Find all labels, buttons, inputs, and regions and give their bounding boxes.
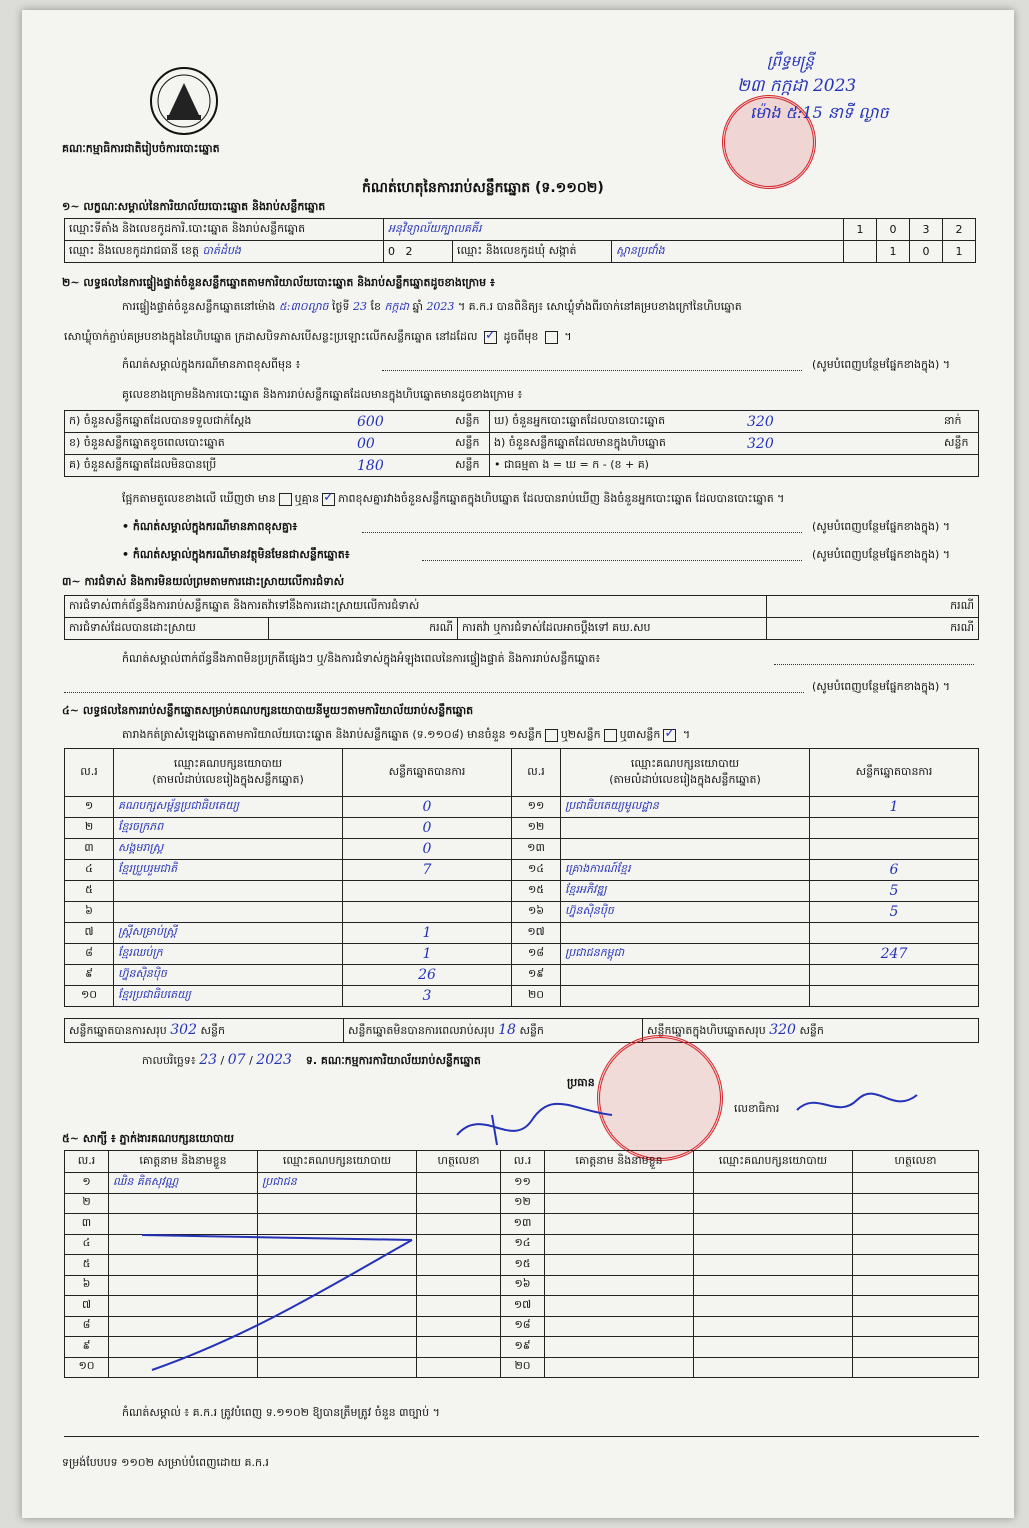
- appeal-label: ការតវ៉ា ឬការជំទាស់ដែលអាចប្តឹងទៅ គឃ.សប: [458, 618, 767, 640]
- date-line: កាលបរិច្ឆេទ៖ 23 / 07 / 2023 ទ. គណៈកម្មការការិយាល័យរាប់សន្លឹកឆ្នោត: [142, 1052, 481, 1068]
- row-no: ៣: [65, 1214, 109, 1235]
- row-no: ១៣: [512, 839, 561, 860]
- location-code-2: 0: [877, 219, 910, 241]
- table-row: [65, 986, 979, 1007]
- date-day: 23: [199, 1052, 218, 1068]
- party-name: ខ្មែរប្រួបរួមជាតិ: [114, 860, 343, 881]
- row-no: ១៨: [512, 944, 561, 965]
- row-no: ៥: [65, 881, 114, 902]
- witness-name: ឈិន គិតសុវណ្ណ: [109, 1173, 258, 1194]
- count-unit: សន្លឹក: [451, 433, 490, 455]
- row-no: ១៧: [501, 1296, 545, 1317]
- witness-note: កំណត់សម្គាល់ ៖ គ.ក.រ ត្រូវបំពេញ ទ.១១០២ ឱ្យបានត្រឹមត្រូវ ចំនួន ៣ច្បាប់ ។: [122, 1406, 440, 1419]
- total-valid-value: 302: [170, 1021, 197, 1038]
- verification-paragraph: ការផ្ទៀងផ្ទាត់ចំនួនសន្លឹកឆ្នោតនៅម៉ោង ៥:៣០ល្ងាច ថ្ងៃទី 23 ខែ កក្កដា ឆ្នាំ 2023 ។ គ.ក.រ បានពិនិត្យ៖ សោឃ្លុំទាំងពីរចាក់នៅគម្របខាងក្រៅនៃហិបឆ្នោត: [122, 300, 742, 313]
- witness-row: [65, 1173, 979, 1194]
- col-party: ឈ្មោះគណបក្សនយោបាយ (តាមលំដាប់លេខរៀងក្នុងសន្លឹកឆ្នោត): [114, 749, 343, 797]
- witness-name: [545, 1193, 694, 1214]
- w-col-party: ឈ្មោះគណបក្សនយោបាយ: [694, 1151, 853, 1173]
- party-name: [561, 818, 810, 839]
- table-row: [65, 797, 979, 818]
- row-no: ៩: [65, 1337, 109, 1358]
- row-no: ១០: [65, 1357, 109, 1378]
- witness-signature: [853, 1173, 979, 1194]
- party-name: ប្រជាធិបតេយ្យមូលដ្ឋាន: [561, 797, 810, 818]
- bullet-difference-line: [362, 532, 802, 533]
- count-unit: សន្លឹក: [451, 455, 490, 477]
- row-no: ១៦: [501, 1275, 545, 1296]
- bullet-objects: • កំណត់សម្គាល់ក្នុងករណីមានវត្ថុមិនមែនជាសន្លឹកឆ្នោត៖: [122, 548, 350, 561]
- document-page: [22, 10, 1014, 1518]
- count-unit: នាក់: [940, 411, 979, 433]
- row-no: ៧: [65, 923, 114, 944]
- party-name: គ្រោងការណ៍ខ្មែរ: [561, 860, 810, 881]
- seal-paragraph: សោឃ្លុំចាក់ភ្ជាប់គម្របខាងក្នុងនៃហិបឆ្នោត ក្រដាសបិទភាសបើសន្លះប្រឡោះលើកសន្លឹកឆ្នោត នៅដដែល ✓ ដូចពីមុខ ។: [64, 330, 984, 346]
- witness-party: [694, 1173, 853, 1194]
- table-row: [65, 923, 979, 944]
- witness-party: [694, 1193, 853, 1214]
- total-box-unit: សន្លឹក: [799, 1023, 824, 1037]
- row-no: ៦: [65, 1275, 109, 1296]
- witness-party: ប្រជាជន: [258, 1173, 417, 1194]
- witness-signature: [853, 1296, 979, 1317]
- party-name: [114, 881, 343, 902]
- no-difference-checkbox[interactable]: [322, 493, 335, 506]
- province-label: ឈ្មោះ និងលេខកូដរាជធានី ខេត្ត បាត់ដំបង: [65, 241, 384, 263]
- row-no: ៥: [65, 1255, 109, 1276]
- row-no: ១២: [501, 1193, 545, 1214]
- received-note: ព្រឹទ្ធមន្ត្រី: [767, 52, 815, 70]
- irregularity-note: កំណត់សម្គាល់ពាក់ព័ន្ធនឹងភាពមិនប្រក្រតីផ្សេងៗ ឬ/និងការជំទាស់ក្នុងអំឡុងពេលនៃការផ្ទៀងផ្ទាត់ និងការរាប់សន្លឹកឆ្នោត៖: [122, 652, 601, 665]
- vote-count: 1: [810, 797, 979, 818]
- difference-note-label: កំណត់សម្គាល់ក្នុងករណីមានភាពខុសពីមុន ៖: [122, 358, 301, 371]
- count-value: 320: [743, 433, 940, 455]
- w-col-no: ល.រ: [501, 1151, 545, 1173]
- commune-code-3: 1: [943, 241, 976, 263]
- witness-name: [545, 1234, 694, 1255]
- formula: • ជាធម្មតា ង = ឃ = ក - (ខ + គ): [490, 455, 979, 477]
- totals-row: [64, 1018, 979, 1043]
- count-table: [64, 410, 979, 477]
- location-table: [64, 218, 976, 263]
- witness-party: [694, 1214, 853, 1235]
- row-no: ១: [65, 1173, 109, 1194]
- commune-code-2: 0: [910, 241, 943, 263]
- row-no: ៣: [65, 839, 114, 860]
- vote-count: [810, 818, 979, 839]
- vote-count: 6: [810, 860, 979, 881]
- province-code: 0 2: [384, 241, 453, 263]
- witness-name: [545, 1357, 694, 1378]
- row-no: ១៩: [501, 1337, 545, 1358]
- count-value: 00: [353, 433, 451, 455]
- objection-table: [64, 595, 979, 640]
- witness-party: [694, 1337, 853, 1358]
- verify-time: ៥:៣០ល្ងាច: [278, 300, 329, 313]
- table-row: [65, 944, 979, 965]
- results-table: [64, 748, 979, 1007]
- footer-divider: [64, 1436, 979, 1437]
- vote-count: 7: [343, 860, 512, 881]
- secretary-signature: [792, 1085, 922, 1125]
- w-col-name: គោត្តនាម និងនាមខ្លួន: [545, 1151, 694, 1173]
- location-label: ឈ្មោះទីតាំង និងលេខកូដការិ.បោះឆ្នោត និងរាប់សន្លឹកឆ្នោត: [65, 219, 384, 241]
- vote-count: [810, 986, 979, 1007]
- objection-cases: ករណី: [767, 596, 979, 618]
- has-difference-checkbox[interactable]: [279, 493, 292, 506]
- document-title: កំណត់ហេតុនៃការរាប់សន្លឹកឆ្នោត (ទ.១១០២): [362, 180, 604, 196]
- count-label: គ) ចំនួនសន្លឹកឆ្នោតដែលមិនបានប្រើ: [65, 455, 354, 477]
- count-value: 600: [353, 411, 451, 433]
- committee-label: ទ. គណៈកម្មការការិយាល័យរាប់សន្លឹកឆ្នោត: [305, 1054, 481, 1067]
- vote-count: 5: [810, 902, 979, 923]
- vote-count: [810, 965, 979, 986]
- bullet-difference: • កំណត់សម្គាល់ក្នុងករណីមានភាពខុសគ្នា៖: [122, 520, 298, 533]
- row-no: ៩: [65, 965, 114, 986]
- row-no: ១២: [512, 818, 561, 839]
- witness-signature: [853, 1357, 979, 1378]
- witness-signature: [417, 1193, 501, 1214]
- total-valid-label: សន្លឹកឆ្នោតបានការសរុប: [69, 1023, 167, 1037]
- witness-name: [545, 1296, 694, 1317]
- row-no: ២០: [512, 986, 561, 1007]
- strike-through-line: [132, 1225, 462, 1385]
- w-col-no: ល.រ: [65, 1151, 109, 1173]
- vote-count: 0: [343, 839, 512, 860]
- witness-signature: [417, 1173, 501, 1194]
- witness-signature: [853, 1234, 979, 1255]
- table-row: [65, 839, 979, 860]
- row-no: ៨: [65, 944, 114, 965]
- party-name: ខ្មែរអភិវឌ្ឍ: [561, 881, 810, 902]
- row-no: ២: [65, 1193, 109, 1214]
- witness-name: [545, 1316, 694, 1337]
- row-no: ៨: [65, 1316, 109, 1337]
- section5-heading: ៥~ សាក្សី ៖ ភ្នាក់ងារគណបក្សនយោបាយ: [62, 1132, 235, 1145]
- witness-signature: [853, 1316, 979, 1337]
- list-intro: គូលេខខាងក្រោមនិងការបោះឆ្នោត និងការរាប់សន្លឹកឆ្នោតដែលមានក្នុងហិបឆ្នោតមានដូចខាងក្រោម ៖: [122, 388, 523, 401]
- count-unit: សន្លឹក: [940, 433, 979, 455]
- row-no: ១៩: [512, 965, 561, 986]
- row-no: ១៤: [512, 860, 561, 881]
- total-invalid-label: សន្លឹកឆ្នោតមិនបានការពេលរាប់សរុប: [348, 1023, 495, 1037]
- count-unit: សន្លឹក: [451, 411, 490, 433]
- witness-signature: [853, 1255, 979, 1276]
- verify-day: 23: [353, 300, 368, 313]
- party-name: ខ្មែរចក្រភព: [114, 818, 343, 839]
- vote-count: 26: [343, 965, 512, 986]
- count-row: [65, 433, 979, 455]
- row-no: ៦: [65, 902, 114, 923]
- col-votes: សន្លឹកឆ្នោតបានការ: [810, 749, 979, 797]
- verify-month: កក្កដា: [384, 300, 409, 313]
- org-name: គណៈកម្មាធិការជាតិរៀបចំការបោះឆ្នោត: [62, 142, 220, 155]
- total-box-value: 320: [769, 1021, 796, 1038]
- party-name: ខ្មែរប្រជាធិបតេយ្យ: [114, 986, 343, 1007]
- commune-value: ស្ពានប្រជាំង: [612, 241, 844, 263]
- same-checkbox[interactable]: [545, 331, 558, 344]
- verify-year: 2023: [426, 300, 455, 313]
- one-sheet-checkbox[interactable]: [545, 729, 558, 742]
- chair-label: ប្រធាន: [567, 1076, 595, 1089]
- party-name: គណបក្សសម្ព័ន្ធប្រជាធិបតេយ្យ: [114, 797, 343, 818]
- table-row: [65, 818, 979, 839]
- witness-party: [694, 1316, 853, 1337]
- row-no: ១០: [65, 986, 114, 1007]
- table-row: [65, 860, 979, 881]
- vote-count: 247: [810, 944, 979, 965]
- row-no: ៧: [65, 1296, 109, 1317]
- appeal-cases: ករណី: [767, 618, 979, 640]
- row-no: ១១: [501, 1173, 545, 1194]
- chair-signature: [452, 1095, 622, 1155]
- section3-heading: ៣~ ការជំទាស់ និងការមិនយល់ព្រមតាមការដោះស្រាយលើការជំទាស់: [62, 575, 345, 588]
- party-name: ហ្វ៊ុនស៊ិនប៉ិច: [561, 902, 810, 923]
- count-row: [65, 411, 979, 433]
- resolved-cases: ករណី: [269, 618, 458, 640]
- party-name: ប្រជាជនកម្ពុជា: [561, 944, 810, 965]
- witness-row: [65, 1193, 979, 1214]
- witness-party: [694, 1234, 853, 1255]
- count-label: ឃ) ចំនួនអ្នកបោះឆ្នោតដែលបានបោះឆ្នោត: [490, 411, 744, 433]
- row-no: ១៧: [512, 923, 561, 944]
- vote-count: 0: [343, 797, 512, 818]
- bullet-difference-fill: (សូមបំពេញបន្ថែមផ្នែកខាងក្នុង) ។: [812, 520, 951, 533]
- w-col-name: គោត្តនាម និងនាមខ្លួន: [109, 1151, 258, 1173]
- row-no: ៤: [65, 860, 114, 881]
- row-no: ១៦: [512, 902, 561, 923]
- commune-label: ឈ្មោះ និងលេខកូដឃុំ សង្កាត់: [453, 241, 612, 263]
- row-no: ១៥: [512, 881, 561, 902]
- witness-signature: [853, 1193, 979, 1214]
- received-time: ម៉ោង ៥:15 នាទី ល្ងាច: [750, 103, 889, 122]
- party-name: ខ្មែរឈប់ក្រ: [114, 944, 343, 965]
- three-sheets-checkbox[interactable]: [663, 729, 676, 742]
- location-code-3: 3: [910, 219, 943, 241]
- witness-name: [545, 1255, 694, 1276]
- party-name: ហ្វ៊ុនស៊ិនប៉ិច: [114, 965, 343, 986]
- vote-count: 1: [343, 944, 512, 965]
- party-name: [561, 923, 810, 944]
- vote-count: 0: [343, 818, 512, 839]
- witness-name: [545, 1275, 694, 1296]
- col-no: ល.រ: [65, 749, 114, 797]
- section1-heading: ១~ លក្ខណៈសម្គាល់នៃការិយាល័យបោះឆ្នោត និងរាប់សន្លឹកឆ្នោត: [62, 200, 326, 213]
- count-label: ក) ចំនួនសន្លឹកឆ្នោតដែលបានទទួលជាក់ស្តែង: [65, 411, 354, 433]
- location-code-4: 2: [943, 219, 976, 241]
- party-name: [561, 965, 810, 986]
- witness-party: [694, 1296, 853, 1317]
- count-label: ង) ចំនួនសន្លឹកឆ្នោតដែលមានក្នុងហិបឆ្នោត: [490, 433, 744, 455]
- secretary-label: លេខាធិការ: [734, 1102, 780, 1115]
- w-col-sign: ហត្ថលេខា: [417, 1151, 501, 1173]
- footer-text: ទម្រង់បែបបទ ១១០២ សម្រាប់បំពេញដោយ គ.ក.រ: [62, 1456, 269, 1469]
- party-name: [114, 902, 343, 923]
- bullet-objects-line: [422, 560, 802, 561]
- party-name: [561, 986, 810, 1007]
- row-no: ៤: [65, 1234, 109, 1255]
- resolved-label: ការជំទាស់ដែលបានដោះស្រាយ: [65, 618, 269, 640]
- total-invalid-value: 18: [498, 1021, 516, 1038]
- count-value: 180: [353, 455, 451, 477]
- row-no: ១១: [512, 797, 561, 818]
- row-no: ១៤: [501, 1234, 545, 1255]
- count-value: 320: [743, 411, 940, 433]
- witness-party: [694, 1255, 853, 1276]
- province-value: បាត់ដំបង: [202, 243, 241, 257]
- witness-signature: [853, 1214, 979, 1235]
- row-no: ២០: [501, 1357, 545, 1378]
- difference-fill-note: (សូមបំពេញបន្ថែមផ្នែកខាងក្នុង) ។: [812, 358, 951, 371]
- table-row: [65, 965, 979, 986]
- witness-name: [545, 1173, 694, 1194]
- comparison-line: ផ្អែកតាមតួលេខខាងលើ ឃើញថា មាន ឬគ្មាន✓ ភាពខុសគ្នារវាងចំនួនសន្លឹកឆ្នោតក្នុងហិបឆ្នោត ដែលបានរាប់ឃើញ និងចំនួនអ្នកបោះឆ្នោត ដែលបានបោះឆ្នោត ។: [122, 492, 1002, 508]
- row-no: ១៨: [501, 1316, 545, 1337]
- vote-count: [810, 839, 979, 860]
- table-row: [65, 902, 979, 923]
- witness-party: [258, 1193, 417, 1214]
- section2-heading: ២~ លទ្ធផលនៃការផ្ទៀងផ្ទាត់ចំនួនសន្លឹកឆ្នោតតាមការិយាល័យបោះឆ្នោត និងរាប់សន្លឹកឆ្នោតដូចខាងក្រោម ៖: [62, 276, 495, 289]
- witness-party: [694, 1357, 853, 1378]
- vote-count: [343, 881, 512, 902]
- count-label: ខ) ចំនួនសន្លឹកឆ្នោតខូចពេលបោះឆ្នោត: [65, 433, 354, 455]
- received-date: ២៣ កក្កដា 2023: [737, 76, 857, 96]
- two-sheets-checkbox[interactable]: [604, 729, 617, 742]
- vote-count: [343, 902, 512, 923]
- intact-checkbox[interactable]: [484, 331, 497, 344]
- count-row: [65, 455, 979, 477]
- witness-party: [694, 1275, 853, 1296]
- irregularity-line-2: [64, 692, 804, 693]
- nec-logo: [147, 65, 221, 137]
- vote-count: [810, 923, 979, 944]
- objection-row: ការជំទាស់ពាក់ព័ន្ធនឹងការរាប់សន្លឹកឆ្នោត និងការតវ៉ាទៅនឹងការដោះស្រាយលើការជំទាស់: [65, 596, 767, 618]
- party-name: ស្ត្រីសម្រាប់ស្ត្រី: [114, 923, 343, 944]
- vote-count: 5: [810, 881, 979, 902]
- irregularity-fill: (សូមបំពេញបន្ថែមផ្នែកខាងក្នុង) ។: [812, 680, 951, 693]
- section4-heading: ៤~ លទ្ធផលនៃការរាប់សន្លឹកឆ្នោតសម្រាប់គណបក្សនយោបាយនីមួយៗតាមការិយាល័យរាប់សន្លឹកឆ្នោត: [62, 704, 474, 717]
- witness-name: [545, 1214, 694, 1235]
- witness-signature: [853, 1337, 979, 1358]
- total-box-label: សន្លឹកឆ្នោតក្នុងហិបឆ្នោតសរុប: [647, 1023, 766, 1037]
- witness-name: [545, 1337, 694, 1358]
- vote-count: 1: [343, 923, 512, 944]
- vote-count: 3: [343, 986, 512, 1007]
- w-col-party: ឈ្មោះគណបក្សនយោបាយ: [258, 1151, 417, 1173]
- row-no: ១: [65, 797, 114, 818]
- total-valid-unit: សន្លឹក: [200, 1023, 225, 1037]
- w-col-sign: ហត្ថលេខា: [853, 1151, 979, 1173]
- location-code-1: 1: [844, 219, 877, 241]
- row-no: ១៣: [501, 1214, 545, 1235]
- col-votes: សន្លឹកឆ្នោតបានការ: [343, 749, 512, 797]
- irregularity-line-1: [774, 664, 974, 665]
- col-party: ឈ្មោះគណបក្សនយោបាយ (តាមលំដាប់លេខរៀងក្នុងសន្លឹកឆ្នោត): [561, 749, 810, 797]
- results-body: [65, 797, 979, 1007]
- commune-code-1: 1: [877, 241, 910, 263]
- tally-intro: តារាងកត់ត្រាសំឡេងឆ្នោតតាមការិយាល័យបោះឆ្នោត និងរាប់សន្លឹកឆ្នោត (ទ.១១០៨) មានចំនួន ១សន្លឹក ឬ២សន្លឹក ឬ៣សន្លឹក✓ ។: [122, 728, 690, 744]
- row-no: ២: [65, 818, 114, 839]
- total-invalid-unit: សន្លឹក: [519, 1023, 544, 1037]
- party-name: សង្គមរាស្ត្រ: [114, 839, 343, 860]
- col-no: ល.រ: [512, 749, 561, 797]
- table-row: [65, 881, 979, 902]
- witness-name: [109, 1193, 258, 1214]
- date-year: 2023: [256, 1052, 292, 1068]
- difference-note-line: [382, 370, 802, 371]
- location-value: អនុវិទ្យាល័យក្បាលគគីរ: [384, 219, 844, 241]
- date-month: 07: [227, 1052, 246, 1068]
- witness-signature: [853, 1275, 979, 1296]
- bullet-objects-fill: (សូមបំពេញបន្ថែមផ្នែកខាងក្នុង) ។: [812, 548, 951, 561]
- party-name: [561, 839, 810, 860]
- row-no: ១៥: [501, 1255, 545, 1276]
